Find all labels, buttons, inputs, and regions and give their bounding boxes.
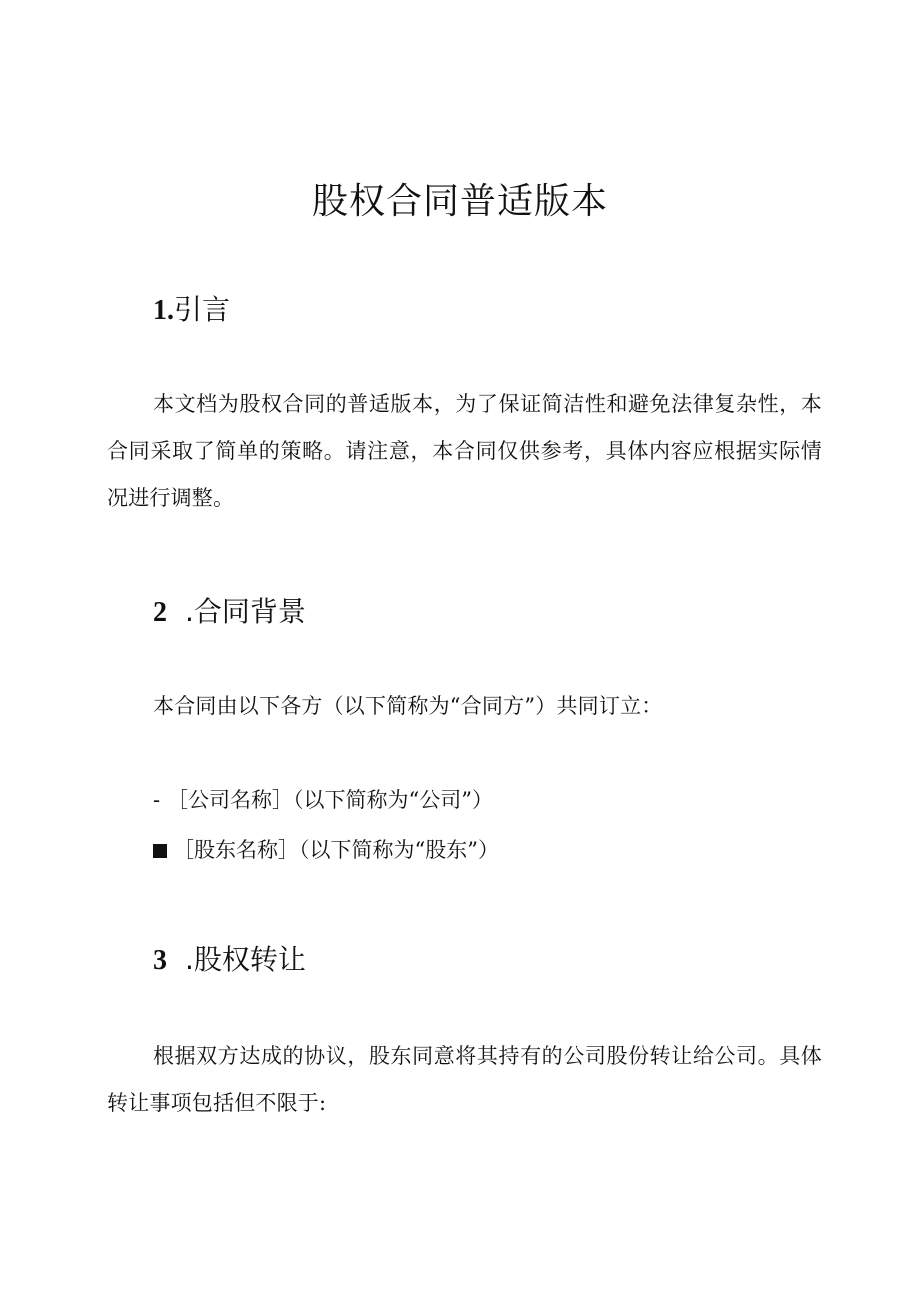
section-2-number: 2 [153,597,167,628]
section-1-heading [153,290,230,331]
section-3-number: 3 [153,945,167,976]
section-2-heading [153,592,306,633]
section-1-title: 引言 [174,293,231,326]
dash-bullet: - [153,788,161,812]
section-3-paragraph: 根据双方达成的协议，股东同意将其持有的公司股份转让给公司。具体转让事项包括但不限于: [107,1044,822,1115]
party-company: ［公司名称］（以下简称为“公司”） [167,788,493,812]
square-bullet-icon [153,844,167,858]
section-1-paragraph: 本文档为股权合同的普适版本，为了保证简洁性和避免法律复杂性，本合同采取了简单的策略。请注意，本合同仅供参考，具体内容应根据实际情况进行调整。 [107,392,822,510]
section-3-title: .股权转让 [185,943,306,976]
list-item [153,834,499,866]
section-3-heading [153,940,306,981]
section-1-number: 1. [153,295,174,326]
list-item [153,784,493,816]
section-2-title: .合同背景 [185,595,306,628]
party-shareholder: ［股东名称］（以下简称为“股东”） [173,838,499,862]
section-2-paragraph: 本合同由以下各方（以下简称为“合同方”）共同订立： [153,694,663,718]
document-title: 股权合同普适版本 [311,181,608,222]
